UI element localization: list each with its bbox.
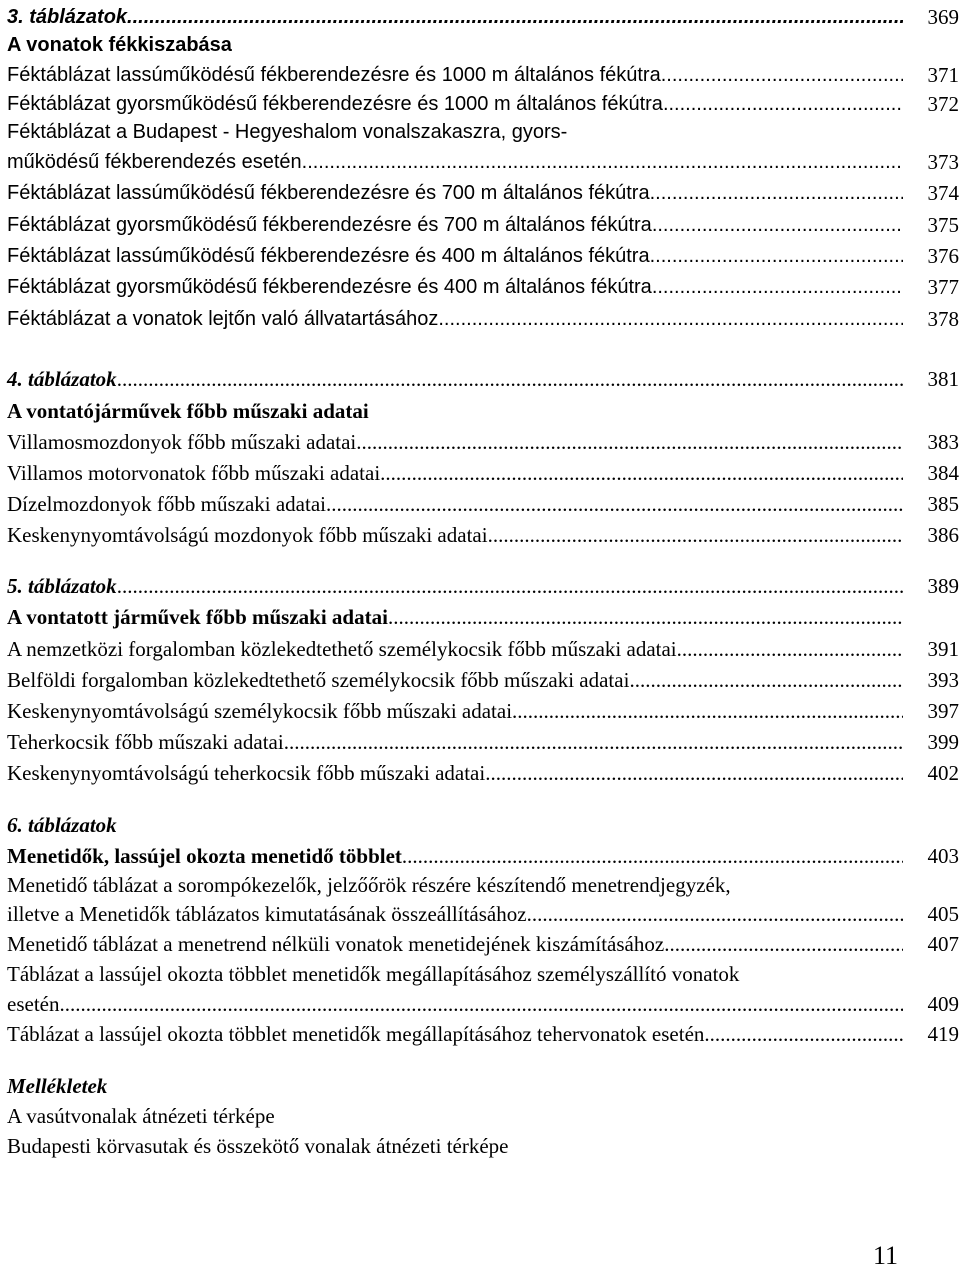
- toc-entry: Féktáblázat gyorsműködésű fékberendezésre és 1000 m általános fékútra ..... 372: [7, 87, 959, 117]
- appendix-item: Budapesti körvasutak és összekötő vonalak átnézeti térképe: [7, 1134, 509, 1158]
- toc-entry: Keskenynyomtávolságú teherkocsik főbb műszaki adatai ..... 402: [7, 756, 959, 786]
- toc-entry: Menetidő táblázat a menetrend nélküli vonatok menetidejének kiszámításához ..... 407: [7, 927, 959, 957]
- toc-entry: Féktáblázat a Budapest - Hegyeshalom vonalszakaszra, gyors-: [7, 121, 568, 143]
- toc-section-heading: 5. táblázatok ..... 389: [7, 569, 959, 599]
- toc-section-title: A vontatójárművek főbb műszaki adatai: [7, 399, 369, 423]
- toc-section-title: Menetidők, lassújel okozta menetidő többlet ..... 403: [7, 839, 959, 869]
- toc-entry: Táblázat a lassújel okozta többlet menetidők megállapításához személyszállító vonatok: [7, 962, 740, 986]
- toc-entry: Teherkocsik főbb műszaki adatai ..... 399: [7, 725, 959, 755]
- toc-section-heading: 3. táblázatok ..... 369: [7, 0, 959, 30]
- toc-entry: Keskenynyomtávolságú személykocsik főbb műszaki adatai ..... 397: [7, 694, 959, 724]
- toc-entry: Villamos motorvonatok főbb műszaki adatai ..... 384: [7, 456, 959, 486]
- toc-entry: Belföldi forgalomban közlekedtethető személykocsik főbb műszaki adatai ..... 393: [7, 663, 959, 693]
- toc-entry: Féktáblázat lassúműködésű fékberendezésre és 700 m általános fékútra ..... 374: [7, 176, 959, 206]
- toc-entry-continuation: illetve a Menetidők táblázatos kimutatásának összeállításához ..... 405: [7, 897, 959, 927]
- toc-section-title: A vonatok fékkiszabása: [7, 34, 232, 56]
- toc-entry: Villamosmozdonyok főbb műszaki adatai ..... 383: [7, 425, 959, 455]
- toc-entry: Menetidő táblázat a sorompókezelők, jelzőőrök részére készítendő menetrendjegyzék,: [7, 873, 731, 897]
- toc-entry: Dízelmozdonyok főbb műszaki adatai ..... 385: [7, 487, 959, 517]
- toc-section-heading: 6. táblázatok: [7, 813, 117, 837]
- toc-section-title: A vontatott járművek főbb műszaki adatai .....: [7, 600, 959, 630]
- toc-entry: Féktáblázat lassúműködésű fékberendezésre és 400 m általános fékútra ..... 376: [7, 239, 959, 269]
- toc-section-heading: 4. táblázatok ..... 381: [7, 362, 959, 392]
- toc-entry: Féktáblázat gyorsműködésű fékberendezésre és 400 m általános fékútra ..... 377: [7, 270, 959, 300]
- appendix-heading: Mellékletek: [7, 1074, 108, 1098]
- toc-entry: Féktáblázat lassúműködésű fékberendezésre és 1000 m általános fékútra ..... 371: [7, 58, 959, 88]
- toc-entry-continuation: működésű fékberendezés esetén ..... 373: [7, 145, 959, 175]
- toc-entry: Féktáblázat gyorsműködésű fékberendezésre és 700 m általános fékútra ..... 375: [7, 208, 959, 238]
- page-number: 11: [872, 1241, 898, 1270]
- toc-entry: Keskenynyomtávolságú mozdonyok főbb műszaki adatai ..... 386: [7, 518, 959, 548]
- toc-entry: Féktáblázat a vonatok lejtőn való állvatartásához ..... 378: [7, 302, 959, 332]
- appendix-item: A vasútvonalak átnézeti térképe: [7, 1104, 275, 1128]
- toc-entry-continuation: esetén ..... 409: [7, 987, 959, 1017]
- toc-entry: A nemzetközi forgalomban közlekedtethető személykocsik főbb műszaki adatai ..... 391: [7, 632, 959, 662]
- toc-entry: Táblázat a lassújel okozta többlet menetidők megállapításához tehervonatok esetén ..... 419: [7, 1017, 959, 1047]
